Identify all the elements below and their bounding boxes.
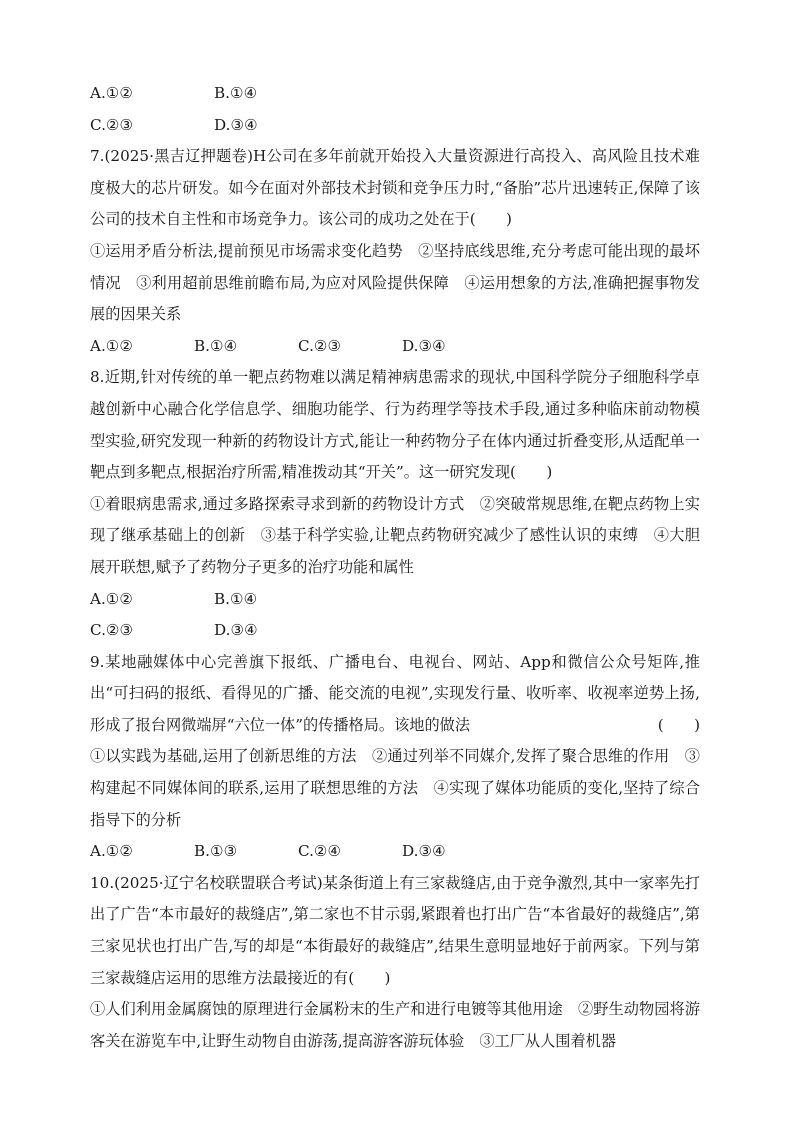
- q10-statements: ①人们利用金属腐蚀的原理进行金属粉末的生产和进行电镀等其他用途 ②野生动物园将游客关在游览车中,让野生动物自由游荡,提高游客游玩体验 ③工厂从人围着机器: [90, 1000, 700, 1050]
- page-content: [90, 78, 700, 1057]
- q9-answer-bracket: ( ): [657, 715, 700, 734]
- q8-options-row-2: [90, 615, 700, 647]
- q7-option-c[interactable]: C.②③: [298, 336, 342, 355]
- q7-option-a[interactable]: A.①②: [90, 336, 134, 355]
- q6-option-d[interactable]: D.③④: [214, 115, 258, 134]
- q9-statements: ①以实践为基础,运用了创新思维的方法 ②通过列举不同媒介,发挥了聚合思维的作用 ③构建起不同媒体间的联系,运用了联想思维的方法 ④实现了媒体功能质的变化,坚持了综合指导下的分析: [90, 747, 700, 829]
- q8-stem: 8.近期,针对传统的单一靶点药物难以满足精神病患需求的现状,中国科学院分子细胞科学卓越创新中心融合化学信息学、细胞功能学、行为药理学等技术手段,通过多种临床前动物模型实验,研究发现一种新的药物设计方式,能让一种药物分子在体内通过折叠变形,从适配单一靶点到多靶点,根据治疗所需,精准拨动其“开关”。这一研究发现( ): [90, 368, 700, 482]
- q9-option-d[interactable]: D.③④: [402, 842, 446, 861]
- q7-statements: ①运用矛盾分析法,提前预见市场需求变化趋势 ②坚持底线思维,充分考虑可能出现的最坏情况 ③利用超前思维前瞻布局,为应对风险提供保障 ④运用想象的方法,准确把握事物发展的因果关系: [90, 241, 700, 324]
- q9-stem: [90, 647, 700, 742]
- q9-options-row: [90, 836, 700, 868]
- q6-option-a[interactable]: A.①②: [90, 84, 134, 102]
- q6-options-row-2: [90, 110, 700, 142]
- q6-options-row-1: [90, 78, 700, 110]
- q8-option-b[interactable]: B.①④: [214, 589, 258, 608]
- q8-options-row-1: [90, 584, 700, 616]
- q9-stem-text: 9.某地融媒体中心完善旗下报纸、广播电台、电视台、网站、App和微信公众号矩阵,推出“可扫码的报纸、看得见的广播、能交流的电视”,实现发行量、收听率、收视率逆势上扬,形成了报台网微端屏“六位一体”的传播格局。该地的做法: [90, 652, 700, 734]
- q6-option-b[interactable]: B.①④: [214, 84, 258, 102]
- q10-stem: 10.(2025·辽宁名校联盟联合考试)某条街道上有三家裁缝店,由于竞争激烈,其中一家率先打出了广告“本市最好的裁缝店”,第二家也不甘示弱,紧跟着也打出广告“本省最好的裁缝店”,第三家见状也打出广告,写的却是“本街最好的裁缝店”,结果生意明显地好于前两家。下列与第三家裁缝店运用的思维方法最接近的有( ): [90, 873, 700, 987]
- q7-option-b[interactable]: B.①④: [194, 336, 238, 355]
- q8-statements: ①着眼病患需求,通过多路探索寻求到新的药物设计方式 ②突破常规思维,在靶点药物上实现了继承基础上的创新 ③基于科学实验,让靶点药物研究减少了感性认识的束缚 ④大胆展开联想,赋予了药物分子更多的治疗功能和属性: [90, 494, 700, 576]
- q8-option-c[interactable]: C.②③: [90, 621, 134, 640]
- q8-option-d[interactable]: D.③④: [214, 621, 258, 640]
- q6-option-c[interactable]: C.②③: [90, 115, 134, 134]
- q7-options-row: [90, 331, 700, 363]
- q8-option-a[interactable]: A.①②: [90, 589, 134, 608]
- q9-option-a[interactable]: A.①②: [90, 842, 134, 861]
- q9-option-c[interactable]: C.②④: [298, 842, 342, 861]
- q9-option-b[interactable]: B.①③: [194, 842, 238, 861]
- q7-option-d[interactable]: D.③④: [402, 336, 446, 355]
- q7-stem: 7.(2025·黑吉辽押题卷)H公司在多年前就开始投入大量资源进行高投入、高风险且技术难度极大的芯片研发。如今在面对外部技术封锁和竞争压力时,“备胎”芯片迅速转正,保障了该公司的技术自主性和市场竞争力。该公司的成功之处在于( ): [90, 147, 700, 229]
